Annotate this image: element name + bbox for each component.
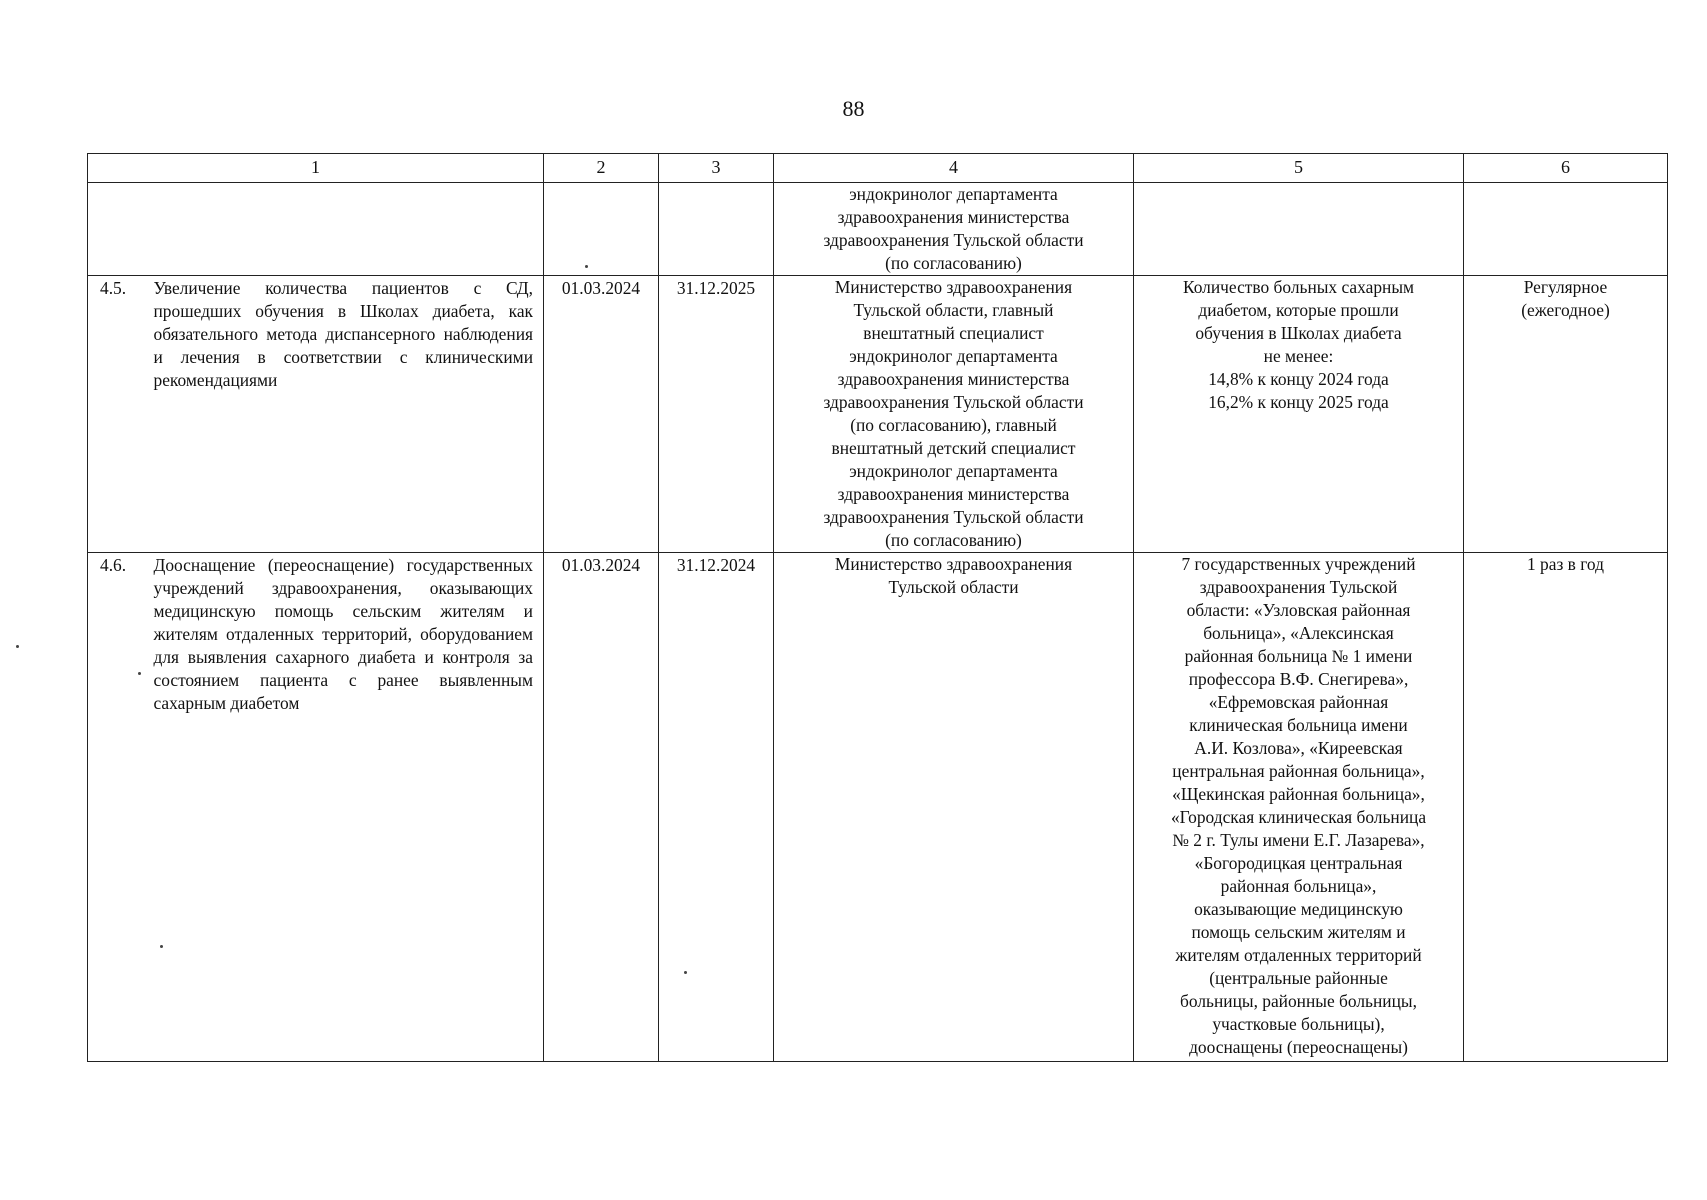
row-periodicity-cell — [1464, 553, 1668, 1062]
row-item-text: Увеличение количества пациентов с СД, прошедших обучения в Школах диабета, как обязательного метода диспансерного наблюдения и лечения в соответствии с клиническими рекомендациями — [153, 278, 533, 390]
page-number: 88 — [842, 96, 865, 121]
row-number-cell — [88, 276, 148, 553]
scan-speck — [160, 945, 163, 948]
continuation-end-cell — [659, 183, 774, 276]
row-responsible-cell — [774, 553, 1134, 1062]
continuation-responsible-cell — [774, 183, 1134, 276]
row-start-cell — [544, 553, 659, 1062]
row-periodicity-text: Регулярное (ежегодное) — [1521, 277, 1610, 320]
row-item-cell — [148, 276, 544, 553]
row-start-date: 01.03.2024 — [561, 555, 641, 575]
row-number-cell — [88, 553, 148, 1062]
plan-table — [87, 153, 1668, 1062]
table-body — [88, 183, 1668, 1062]
row-item-text: Дооснащение (переоснащение) государственных учреждений здравоохранения, оказывающих медицинскую помощь сельским жителям и жителям отдаленных территорий, оборудованием для выявления сахарного диабета и контроля за состоянием пациента с ранее выявленным сахарным диабетом — [153, 555, 533, 713]
row-result-text: Количество больных сахарным диабетом, которые прошли обучения в Школах диабета не менее: 14,8% к концу 2024 года 16,2% к концу 2025 года — [1182, 277, 1415, 412]
table-header — [88, 154, 1668, 183]
row-item-cell — [148, 553, 544, 1062]
row-responsible-text: Министерство здравоохранения Тульской области, главный внештатный специалист эндокринолог департамента здравоохранения министерства здравоохранения Тульской области (по согласованию), главный внештатный детский специалист эндокринолог департамента здравоохранения министерства здравоохранения Тульской области (по согласованию) — [823, 277, 1084, 550]
column-header-5: 5 — [1134, 154, 1464, 183]
table-row — [88, 553, 1668, 1062]
row-end-date: 31.12.2024 — [676, 555, 756, 575]
continuation-item-cell — [88, 183, 544, 276]
row-end-cell — [659, 553, 774, 1062]
row-number: 4.5. — [100, 278, 127, 298]
row-periodicity-cell — [1464, 276, 1668, 553]
row-result-text: 7 государственных учреждений здравоохранения Тульской области: «Узловская районная больница», «Алексинская районная больница № 1 имени профессора В.Ф. Снегирева», «Ефремовская районная клиническая больница имени А.И. Козлова», «Киреевская центральная районная больница», «Щекинская районная больница», «Городская клиническая больница № 2 г. Тулы имени Е.Г. Лазарева», «Богородицкая центральная районная больница», оказывающие медицинскую помощь сельским жителям и жителям отдаленных территорий (центральные районные больницы, районные больницы, участковые больницы), дооснащены (переоснащены) — [1170, 554, 1427, 1057]
row-end-date: 31.12.2025 — [676, 278, 756, 298]
column-header-1: 1 — [88, 154, 544, 183]
row-end-cell — [659, 276, 774, 553]
continuation-responsible-text: эндокринолог департамента здравоохранения министерства здравоохранения Тульской области (по согласованию) — [823, 184, 1084, 273]
column-header-3: 3 — [659, 154, 774, 183]
table-row — [88, 276, 1668, 553]
scan-speck — [585, 265, 588, 268]
row-start-date: 01.03.2024 — [561, 278, 641, 298]
continuation-start-cell — [544, 183, 659, 276]
column-header-6: 6 — [1464, 154, 1668, 183]
row-number: 4.6. — [100, 555, 127, 575]
row-start-cell — [544, 276, 659, 553]
row-result-cell — [1134, 553, 1464, 1062]
row-periodicity-text: 1 раз в год — [1527, 554, 1604, 574]
scan-speck — [138, 672, 141, 675]
table-row-continuation — [88, 183, 1668, 276]
column-header-4: 4 — [774, 154, 1134, 183]
row-result-cell — [1134, 276, 1464, 553]
row-responsible-cell — [774, 276, 1134, 553]
scan-speck — [684, 971, 687, 974]
continuation-periodicity-cell — [1464, 183, 1668, 276]
table-header-row — [88, 154, 1668, 183]
scan-speck — [16, 645, 19, 648]
continuation-result-cell — [1134, 183, 1464, 276]
column-header-2: 2 — [544, 154, 659, 183]
row-responsible-text: Министерство здравоохранения Тульской области — [834, 554, 1073, 597]
